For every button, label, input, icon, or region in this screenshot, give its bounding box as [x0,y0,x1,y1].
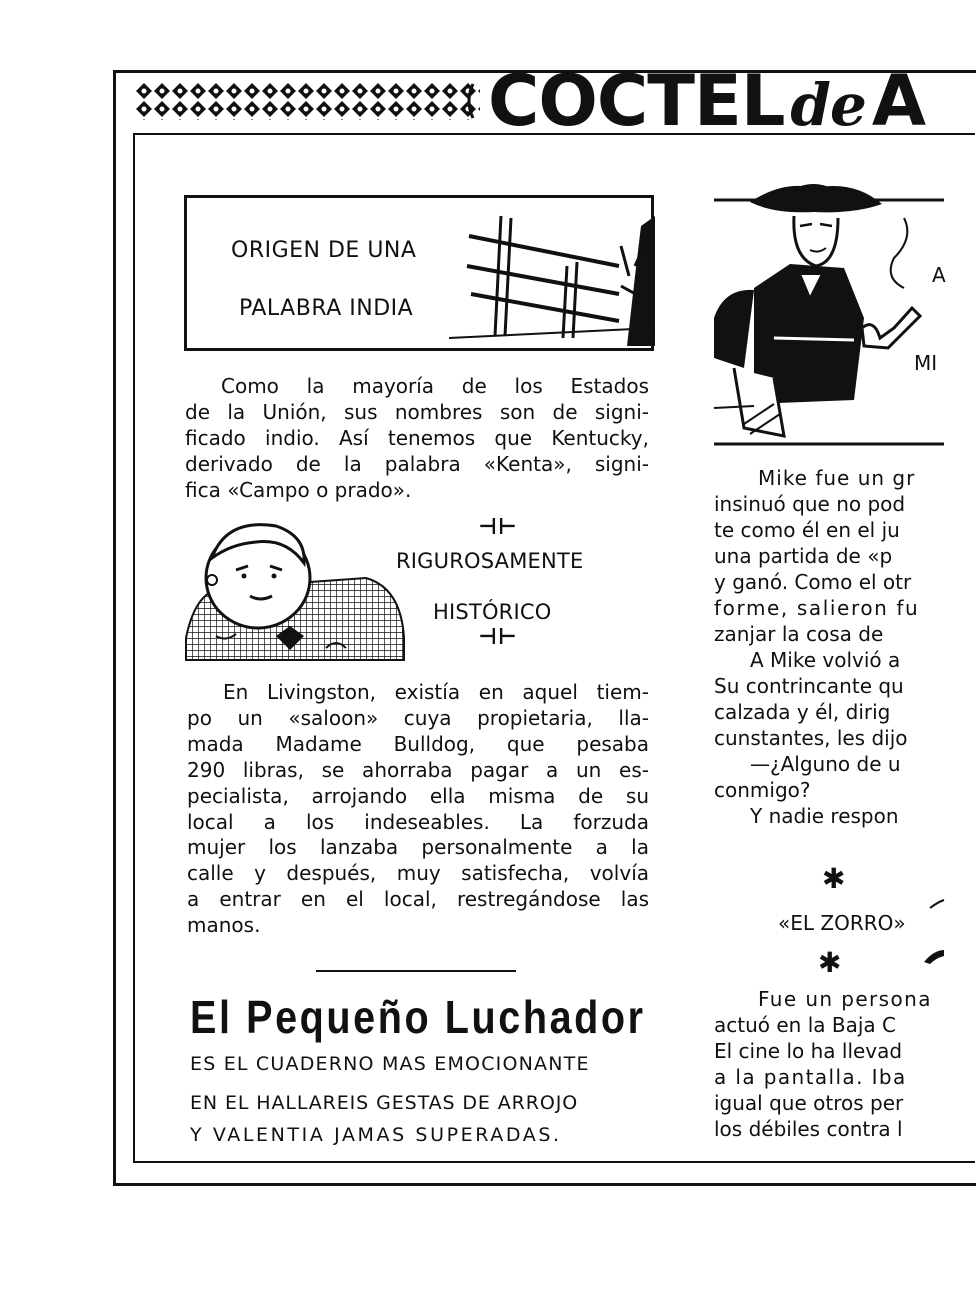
text-line: igual que otros per [714,1091,904,1115]
text-line: actuó en la Baja C [714,1013,896,1037]
text-line: una partida de «p [714,544,893,568]
divider-rule [316,970,516,972]
text-line: El cine lo ha llevad [714,1039,903,1063]
section-heading-line1: RIGUROSAMENTE [396,549,584,573]
text-line: mujer los lanzaba personalmente a la [187,835,649,860]
text-line: derivado de la palabra «Kenta», signi- [185,451,649,476]
text-line: local a los indeseables. La forzuda [187,809,649,834]
text-line: ficado indio. Así tenemos que Kentucky, [185,425,649,450]
title-part2: A [871,60,926,142]
text-line: y ganó. Como el otr [714,570,912,594]
page-title [488,60,926,142]
text-line: insinuó que no pod [714,492,906,516]
ad-line: ES EL CUADERNO MAS EMOCIONANTE [190,1053,590,1075]
text-line: fica «Campo o prado». [185,477,412,502]
text-line: te como él en el ju [714,518,900,542]
text-line: calzada y él, dirig [714,700,891,724]
decorative-stroke [922,900,944,964]
text-line: a entrar en el local, restregándose las [187,887,649,912]
text-line: conmigo? [714,778,811,802]
text-line: Su contrincante qu [714,674,904,698]
star-ornament: ✱ [818,946,842,979]
ad-title: El Pequeño Luchador [190,991,646,1043]
article-historico-body [187,680,649,939]
title-part1: COCTEL [488,60,785,142]
madame-bulldog-illustration [186,518,404,660]
text-line: manos. [187,913,261,938]
article-heading-box [184,195,654,351]
fence-illustration [449,206,655,348]
text-line: forme, salieron fu [714,596,920,620]
section-heading-line2: HISTÓRICO [433,600,552,624]
box-heading-line2: PALABRA INDIA [239,296,414,321]
separator-ornament: ⊣⊢ [478,514,517,540]
ad-line: EN EL HALLAREIS GESTAS DE ARROJO [190,1092,579,1114]
decorative-pattern-strip [135,82,480,120]
text-line: Mike fue un gr [758,466,916,490]
text-line: Fue un persona [758,987,932,1011]
text-line: Y nadie respon [750,804,899,828]
ad-line: Y VALENTIA JAMAS SUPERADAS. [190,1124,562,1146]
cowboy-illustration [714,178,944,446]
text-line: Como la mayoría de los Estados [221,374,649,398]
text-line: 290 libras, se ahorraba pagar a un es- [187,757,649,782]
text-line: a la pantalla. Iba [714,1065,907,1089]
article-mike-body [714,465,944,829]
text-line: A Mike volvió a [750,648,901,672]
text-line: po un «saloon» cuya propietaria, lla- [187,705,649,730]
text-line: de la Unión, sus nombres son de signi- [185,399,649,424]
panel-text: MI [914,351,938,375]
text-line: pecialista, arrojando ella misma de su [187,783,649,808]
text-line: calle y después, muy satisfecha, volvía [187,861,649,886]
panel-text: A [932,263,946,287]
text-line: zanjar la cosa de [714,622,884,646]
box-heading-line1: ORIGEN DE UNA [231,238,417,263]
title-de: de [790,71,866,139]
text-line: En Livingston, existía en aquel tiem- [223,680,649,704]
article-zorro-body [714,986,944,1142]
article-origen-body [185,374,649,504]
star-ornament: ✱ [822,862,846,895]
text-line: —¿Alguno de u [750,752,901,776]
zorro-heading: «EL ZORRO» [778,911,906,935]
separator-ornament: ⊣⊢ [478,624,517,650]
text-line: los débiles contra l [714,1117,903,1141]
text-line: cunstantes, les dijo [714,726,908,750]
text-line: mada Madame Bulldog, que pesaba [187,731,649,756]
